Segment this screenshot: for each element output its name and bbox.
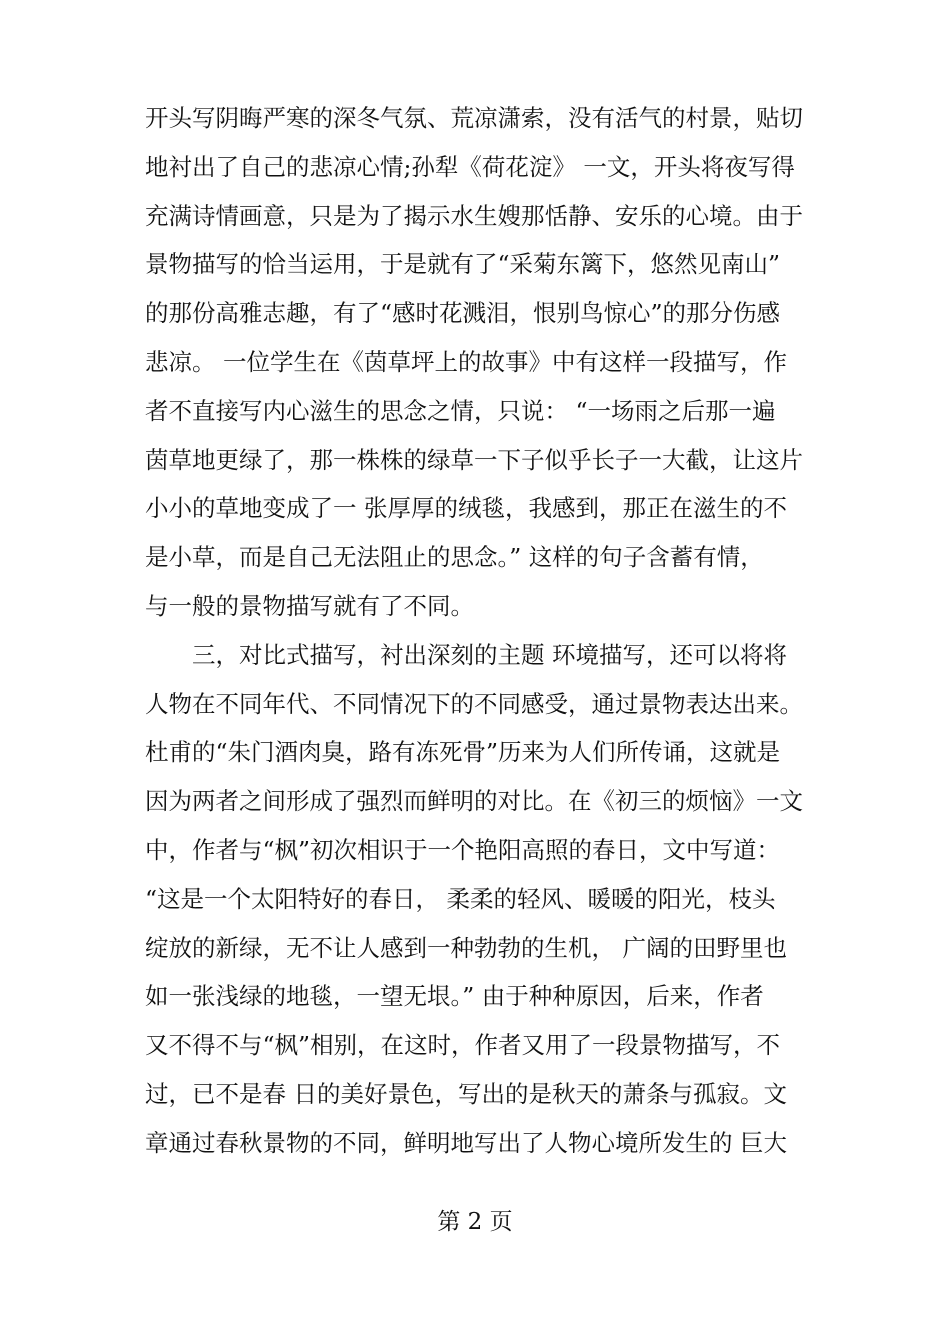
text-line: 如一张浅绿的地毯，一望无垠。” 由于种种原因，后来，作者 — [145, 982, 764, 1011]
text-line: 小小的草地变成了一 张厚厚的绒毯，我感到，那正在滋生的不 — [145, 494, 787, 523]
text-line: 景物描写的恰当运用，于是就有了“采菊东篱下，悠然见南山” — [145, 250, 781, 279]
text-line: 过，已不是春 日的美好景色，写出的是秋天的萧条与孤寂。文 — [145, 1079, 787, 1108]
text-line: 开头写阴晦严寒的深冬气氛、荒凉潇索，没有活气的村景，贴切 — [145, 104, 803, 132]
text-line: 是小草，而是自己无法阻止的思念。” 这样的句子含蓄有情， — [145, 543, 764, 572]
text-line: 人物在不同年代、不同情况下的不同感受，通过景物表达出来。 — [145, 689, 803, 718]
text-line: “这是一个太阳特好的春日， 柔柔的轻风、暖暖的阳光，枝头 — [145, 884, 776, 913]
text-line: 绽放的新绿，无不让人感到一种勃勃的生机， 广阔的田野里也 — [145, 933, 787, 962]
text-line: 悲凉。 一位学生在《茵草坪上的故事》中有这样一段描写，作 — [145, 347, 787, 376]
text-line: 充满诗情画意，只是为了揭示水生嫂那恬静、安乐的心境。由于 — [145, 201, 803, 230]
text-line: 因为两者之间形成了强烈而鲜明的对比。在《初三的烦恼》一文 — [145, 787, 803, 816]
text-line: 中，作者与“枫”初次相识于一个艳阳高照的春日，文中写道： — [145, 835, 781, 864]
text-line: 章通过春秋景物的不同，鲜明地写出了人物心境所发生的 巨大 — [145, 1128, 787, 1157]
text-line: 者不直接写内心滋生的思念之情，只说： “一场雨之后那一遍 — [145, 396, 776, 425]
text-line: 地衬出了自己的悲凉心情;孙犁《荷花淀》 一文，开头将夜写得 — [145, 152, 795, 181]
body-text — [145, 94, 835, 1168]
text-line: 三，对比式描写，衬出深刻的主题 环境描写，还可以将将 — [145, 640, 787, 669]
text-line: 又不得不与“枫”相别，在这时，作者又用了一段景物描写，不 — [145, 1031, 781, 1060]
text-line: 的那份高雅志趣，有了“感时花溅泪，恨别鸟惊心”的那分伤感 — [145, 299, 781, 328]
text-line: 与一般的景物描写就有了不同。 — [145, 591, 474, 620]
text-line: 杜甫的“朱门酒肉臭，路有冻死骨”历来为人们所传诵，这就是 — [145, 738, 781, 767]
page-number: 第 2 页 — [437, 1209, 513, 1235]
text-line: 茵草地更绿了，那一株株的绿草一下子似乎长子一大截，让这片 — [145, 445, 803, 474]
